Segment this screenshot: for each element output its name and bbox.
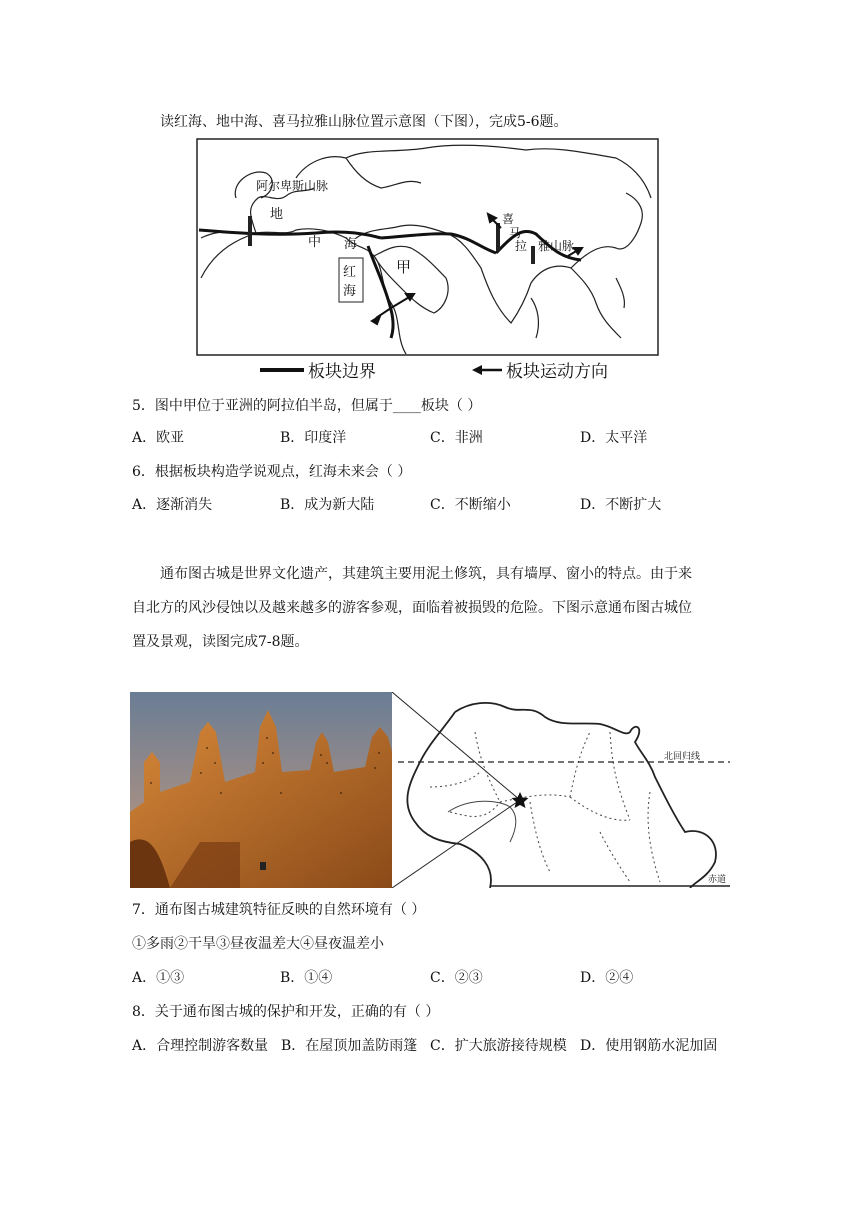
connector-lines: [392, 692, 520, 888]
equator-label: 赤道: [708, 875, 727, 885]
country-borders: [430, 732, 660, 882]
legend-motion-label: 板块运动方向: [506, 362, 608, 382]
q7-option-a[interactable]: A．①③: [132, 970, 185, 986]
legend-arrow-head: [472, 365, 482, 375]
q8-option-d[interactable]: D．使用钢筋水泥加固: [580, 1038, 718, 1054]
q6-option-b[interactable]: B．成为新大陆: [280, 497, 375, 513]
label-hai2: 海: [343, 284, 357, 299]
q7-option-d[interactable]: D．②④: [580, 970, 634, 986]
africa-outline: [407, 703, 716, 888]
intro-text-7-8-line1: 通布图古城是世界文化遗产，其建筑主要用泥土修筑，具有墙厚、窗小的特点。由于来: [160, 566, 692, 582]
label-hong: 红: [343, 265, 357, 280]
intro-text-5-6: 读红海、地中海、喜马拉雅山脉位置示意图（下图），完成5-6题。: [160, 114, 568, 130]
q6-option-c[interactable]: C．不断缩小: [430, 497, 511, 513]
label-yashanmai: 雅山脉: [538, 239, 575, 253]
timbuktu-figure: [130, 692, 730, 888]
label-zhong: 中: [308, 235, 322, 250]
label-alps: 阿尔卑斯山脉: [256, 179, 329, 193]
plate-map-svg: [196, 138, 660, 384]
plate-map-figure: [196, 138, 660, 384]
q5-option-b[interactable]: B．印度洋: [280, 430, 347, 446]
question-7-stem: 7．通布图古城建筑特征反映的自然环境有（ ）: [132, 902, 426, 918]
q5-option-c[interactable]: C．非洲: [430, 430, 483, 446]
timbuktu-figure-svg: [130, 692, 730, 888]
niger-river: [448, 801, 516, 842]
q6-option-d[interactable]: D．不断扩大: [580, 497, 662, 513]
label-di: 地: [270, 207, 284, 222]
tropic-label: 北回归线: [664, 752, 701, 762]
question-6-stem: 6．根据板块构造学说观点，红海未来会（ ）: [132, 464, 412, 480]
label-la: 拉: [515, 239, 528, 253]
q7-option-b[interactable]: B．①④: [280, 970, 333, 986]
question-8-stem: 8．关于通布图古城的保护和开发，正确的有（ ）: [132, 1004, 440, 1020]
label-ma: 马: [509, 226, 522, 240]
label-jia: 甲: [396, 258, 412, 276]
q8-option-b[interactable]: B．在屋顶加盖防雨篷: [281, 1038, 418, 1054]
q8-option-c[interactable]: C．扩大旅游接待规模: [430, 1038, 567, 1054]
q6-option-a[interactable]: A．逐渐消失: [132, 497, 213, 513]
legend-boundary-label: 板块边界: [308, 362, 376, 382]
label-hai: 海: [344, 237, 358, 252]
question-5-stem: 5．图中甲位于亚洲的阿拉伯半岛，但属于____板块（ ）: [132, 398, 482, 414]
map-frame: [197, 139, 658, 355]
intro-text-7-8-line3: 置及景观，读图完成7-8题。: [132, 634, 309, 650]
q5-option-d[interactable]: D．太平洋: [580, 430, 648, 446]
label-xi: 喜: [502, 212, 515, 226]
q8-option-a[interactable]: A．合理控制游客数量: [132, 1038, 269, 1054]
question-7-items: ①多雨②干旱③昼夜温差大④昼夜温差小: [132, 936, 384, 952]
mosque-photo: [130, 692, 392, 888]
intro-text-7-8-line2: 自北方的风沙侵蚀以及越来越多的游客参观，面临着被损毁的危险。下图示意通布图古城位: [132, 600, 692, 616]
q5-option-a[interactable]: A．欧亚: [132, 430, 185, 446]
q7-option-c[interactable]: C．②③: [430, 970, 483, 986]
